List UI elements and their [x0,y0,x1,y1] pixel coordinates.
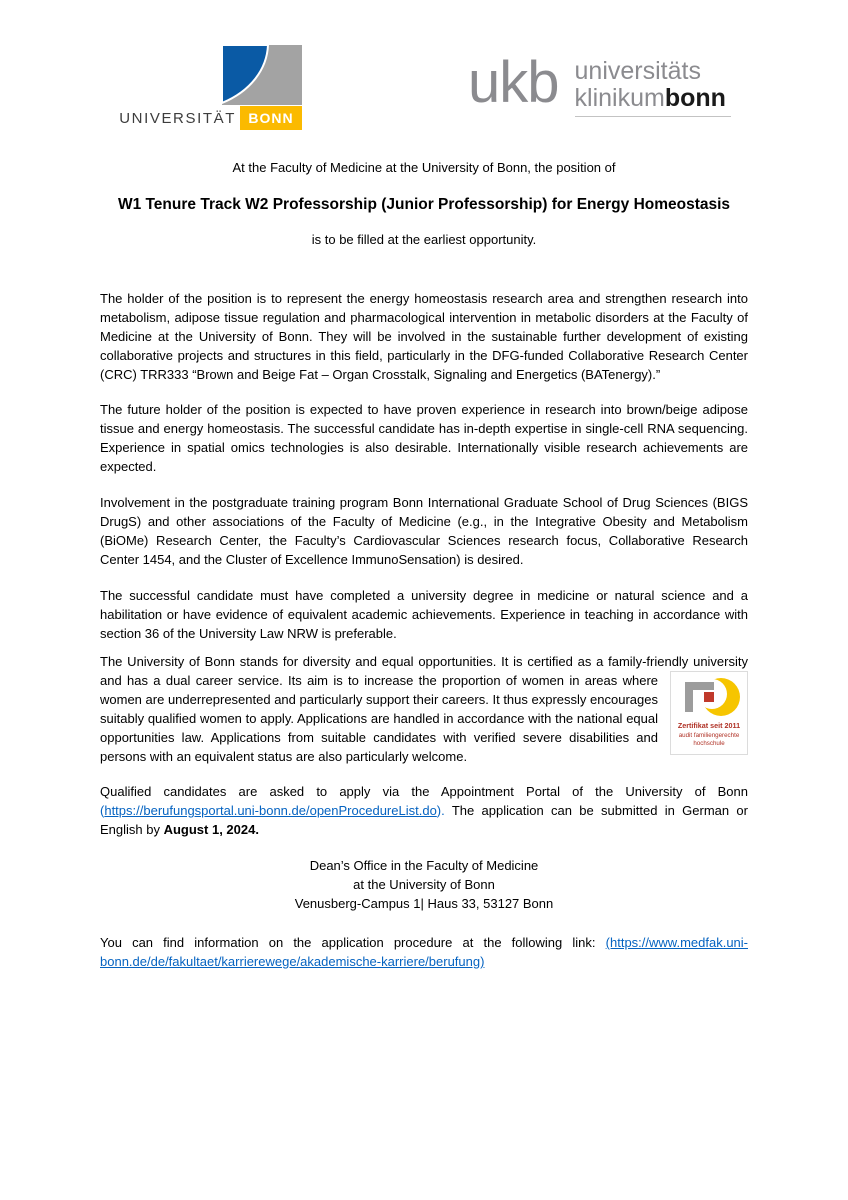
paragraph-position-description: The holder of the position is to represent the energy homeostasis research area and strengthen research into metabolism, adipose tissue regulation and pharmacological intervention in metabolic disorders at the Faculty of Medicine at the University of Bonn. They will be involved in the sustainable further development of existing collaborative projects and structures in this field, particularly in the DFG-funded Collaborative Research Center (CRC) TRR333 “Brown and Beige Fat – Organ Crosstalk, Signaling and Energetics (BATenergy).” [100,291,748,382]
address-line-2: at the University of Bonn [353,877,495,892]
document-content [100,158,748,971]
ukb-logo [468,50,731,117]
certificate-line2: audit familiengerechte [678,732,740,739]
application-deadline: August 1, 2024. [163,822,259,837]
paragraph-program-involvement: Involvement in the postgraduate training program Bonn International Graduate School of Drug Sciences (BIGS DrugS) and other associations of the Faculty of Medicine (e.g., in the Integrative Obesity and Metabolism (BiOMe) Research Center, the Faculty’s Cardiovascular Sciences research focus, Collaborative Research Center 1454, and the Cluster of Excellence ImmunoSensation) is desired. [100,495,748,567]
medfak-info-link[interactable]: (https://www.medfak.uni-bonn.de/de/fakultaet/karrierewege/akademische-karriere/berufung) [100,935,748,969]
intro-line: At the Faculty of Medicine at the University of Bonn, the position of [232,160,616,175]
uni-bonn-wordmark: UNIVERSITÄT [119,109,236,127]
certificate-line1: Zertifikat seit 2011 [677,721,741,730]
paragraph-application-instructions [100,782,748,839]
diversity-text: The University of Bonn stands for diversity and equal opportunities. It is certified as a family-friendly university and has a dual career service. Its aim is to increase the proportion of women in areas where women are underrepresented and particularly support their careers. It thus expressly encourages suitably qualified women to apply. Applications are handled in accordance with the national equal opportunities law. Applications from suitable candidates with verified severe disabilities and persons with an equivalent status are also particularly welcome. [100,654,748,764]
address-line-3: Venusberg-Campus 1| Haus 33, 53127 Bonn [294,896,554,911]
portal-link-open-paren: ( [100,803,105,818]
certificate-line3: hochschule [693,740,725,747]
portal-link-close-paren: ). [436,803,445,818]
deans-office-address [100,856,748,913]
ukb-line-klinikumbonn [575,85,731,112]
address-line-1: Dean’s Office in the Faculty of Medicine [309,858,539,873]
position-title: W1 Tenure Track W2 Professorship (Junior Professorship) for Energy Homeostasis [117,196,731,213]
uni-bonn-wordmark-row [100,106,302,130]
uni-bonn-emblem-icon [222,45,302,105]
ukb-bonn-text: bonn [664,84,726,112]
ukb-wordmark: ukb [468,50,559,115]
university-of-bonn-logo [100,45,302,131]
ukb-logo-text [575,56,731,117]
certificate-icon [670,671,748,755]
paragraph-experience-requirements: The future holder of the position is expected to have proven experience in research into brown/beige adipose tissue and energy homeostasis. The successful candidate has in-depth expertise in single-cell RNA sequencing. Experience in spatial omics technologies is also desirable. Internationally visible research achievements are expected. [100,402,748,474]
paragraph-more-information [100,933,748,971]
ukb-klinikum-text: klinikum [574,84,665,112]
family-friendly-certificate-logo [670,671,748,755]
paragraph-qualification-requirements: The successful candidate must have completed a university degree in medicine or natural science and a habilitation or have evidence of equivalent academic achievements. Experience in teaching in accordance with section 36 of the University Law NRW is preferable. [100,588,748,641]
ukb-logo-rule [575,116,731,117]
subtitle-line: is to be filled at the earliest opportunity. [311,232,537,247]
apply-text-1: Qualified candidates are asked to apply via the Appointment Portal of the University of Bonn [100,784,748,799]
paragraph-diversity-statement [100,652,748,766]
ukb-line-universitaets: universitäts [574,57,701,85]
info-text: You can find information on the application procedure at the following link: [100,935,606,950]
apply-text-2: The application can be submitted in German or English by [100,803,748,837]
appointment-portal-link[interactable]: https://berufungsportal.uni-bonn.de/openProcedureList.do [104,803,437,818]
uni-bonn-gold-box: BONN [240,106,302,130]
